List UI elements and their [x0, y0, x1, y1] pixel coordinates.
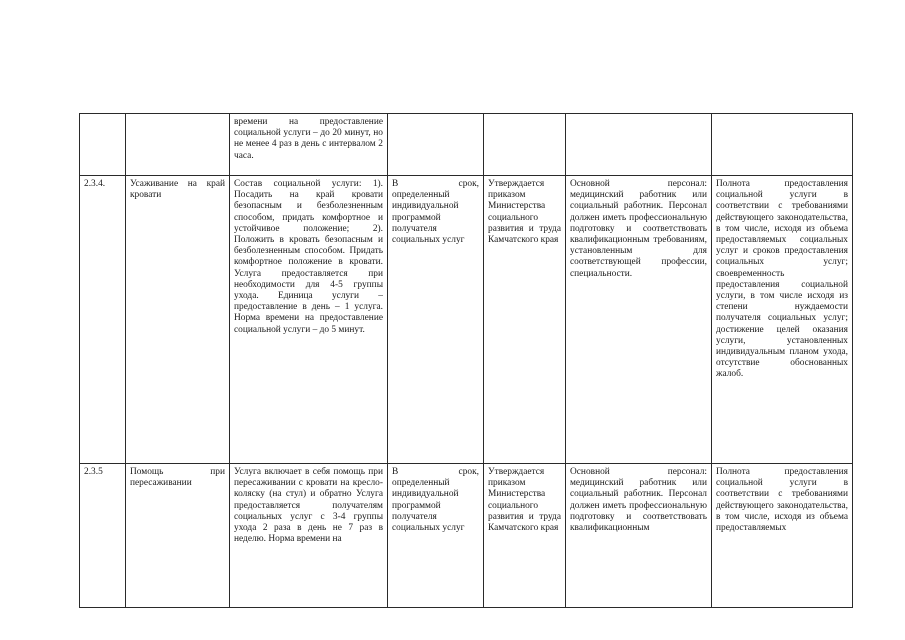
service-standard: Утверждается приказом Министерства социального развития и труда Камчатского края [484, 176, 566, 464]
service-number: 2.3.5 [80, 464, 126, 608]
service-standard [484, 114, 566, 176]
service-number [80, 114, 126, 176]
services-table [79, 113, 853, 608]
service-name: Помощь при пересаживании [126, 464, 230, 608]
service-number: 2.3.4. [80, 176, 126, 464]
service-content: Состав социальной услуги: 1). Посадить на край кровати безопасным и безболезненным способом, придать комфортное и устойчивое положение; 2). Положить в кровать безопасным и безболезненным способом. Придать комфортное положение в кровати. Услуга предоставляется при необходимости для 4-5 группы ухода. Единица услуги – предоставление в день – 1 услуга. Норма времени на предоставление социальной услуги – до 5 минут. [230, 176, 388, 464]
service-term [388, 114, 484, 176]
service-conditions: Основной персонал: медицинский работник или социальный работник. Персонал должен иметь профессиональную подготовку и соответствовать квалификационным требованиям, установленным для соответствующей профессии, специальности. [566, 176, 712, 464]
service-conditions [566, 114, 712, 176]
table-row [80, 176, 853, 464]
service-quality: Полнота предоставления социальной услуги в соответствии с требованиями действующего законодательства, в том числе, исходя из объема предоставляемых [712, 464, 853, 608]
table-row [80, 464, 853, 608]
service-name [126, 114, 230, 176]
service-conditions: Основной персонал: медицинский работник или социальный работник. Персонал должен иметь профессиональную подготовку и соответствовать квалификационным [566, 464, 712, 608]
service-term: В срок, определенный индивидуальной программой получателя социальных услуг [388, 464, 484, 608]
service-standard: Утверждается приказом Министерства социального развития и труда Камчатского края [484, 464, 566, 608]
service-term: В срок, определенный индивидуальной программой получателя социальных услуг [388, 176, 484, 464]
service-name: Усаживание на край кровати [126, 176, 230, 464]
table-row [80, 114, 853, 176]
service-quality: Полнота предоставления социальной услуги в соответствии с требованиями действующего законодательства, в том числе, исходя из объема предоставляемых социальных услуг и сроков предоставления социальных услуг; своевременность предоставления социальной услуги, в том числе исходя из степени нуждаемости получателя социальных услуг; достижение целей оказания услуги, установленных индивидуальным планом ухода, отсутствие обоснованных жалоб. [712, 176, 853, 464]
service-quality [712, 114, 853, 176]
service-content: времени на предоставление социальной услуги – до 20 минут, но не менее 4 раз в день с интервалом 2 часа. [230, 114, 388, 176]
service-content: Услуга включает в себя помощь при пересаживании с кровати на кресло-коляску (на стул) и обратно Услуга предоставляется получателям социальных услуг с 3-4 группы ухода 2 раза в день не 7 раз в неделю. Норма времени на [230, 464, 388, 608]
